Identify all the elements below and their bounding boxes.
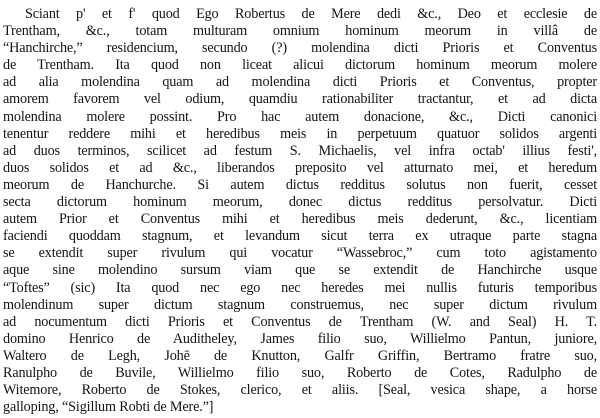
text-line: galloping, “Sigillum Robti de Mere.”] <box>3 399 214 416</box>
text-line: molendinum super dictum stagnum construemus, nec super dictum rivulum <box>3 296 597 313</box>
text-line: faciendi quoddam stagnum, et levandum sicut terra ex utraque parte stagna <box>3 228 597 245</box>
text-line: amorem favorem vel odium, quamdiu rationabiliter tractantur, et ad dicta <box>3 91 597 108</box>
text-line: molendina molere possint. Pro hac autem donacione, &c., Dicti canonici <box>3 108 597 125</box>
text-line: tenentur reddere mihi et heredibus meis in perpetuum quatuor solidos argenti <box>3 125 597 142</box>
text-line: Waltero de Legh, Johē de Knutton, Galfr Griffin, Bertramo fratre suo, <box>3 347 597 364</box>
text-line: Witemore, Roberto de Stokes, clerico, et aliis. [Seal, vesica shape, a horse <box>3 382 597 399</box>
charter-text <box>3 6 597 416</box>
text-line: de Trentham. Ita quod non liceat alicui dictorum hominum meorum molere <box>3 57 597 74</box>
text-line: Ranulpho de Buvile, Willielmo filio suo, Roberto de Cotes, Radulpho de <box>3 364 597 381</box>
text-line: ad duos terminos, scilicet ad festum S. Michaelis, vel infra octab' illius festi', <box>3 142 597 159</box>
text-line: duos solidos et ad &c., liberandos preposito vel atturnato mei, et heredum <box>3 159 597 176</box>
text-line: autem Prior et Conventus mihi et heredibus meis dederunt, &c., licentiam <box>3 211 597 228</box>
text-line: Sciant p' et f' quod Ego Robertus de Mere dedi &c., Deo et ecclesie de <box>25 6 597 22</box>
text-line: domino Henrico de Auditheley, James filio suo, Willielmo Pantun, juniore, <box>3 330 597 347</box>
text-line: aque sine molendino sursum viam que se extendit de Hanchirche usque <box>3 262 597 279</box>
text-line: “Toftes” (sic) Ita quod nec ego nec heredes mei nullis futuris temporibus <box>3 279 597 296</box>
text-line: ad nocumentum dicti Prioris et Conventus de Trentham (W. and Seal) H. T. <box>3 313 597 330</box>
text-line: Trentham, &c., totam multuram omnium hominum meorum in villâ de <box>3 23 597 40</box>
text-line: se extendit super rivulum qui vocatur “Wassebroc,” cum toto agistamento <box>3 245 597 262</box>
text-line: ad alia molendina quam ad molendina dicti Prioris et Conventus, propter <box>3 74 597 91</box>
text-line: secta dictorum hominum meorum, donec dictus redditus persolvatur. Dicti <box>3 194 597 211</box>
text-line: “Hanchirche,” residencium, secundo (?) molendina dicti Prioris et Conventus <box>3 40 597 57</box>
text-line: meorum de Hanchurche. Si autem dictus redditus solutus non fuerit, cesset <box>3 176 597 193</box>
